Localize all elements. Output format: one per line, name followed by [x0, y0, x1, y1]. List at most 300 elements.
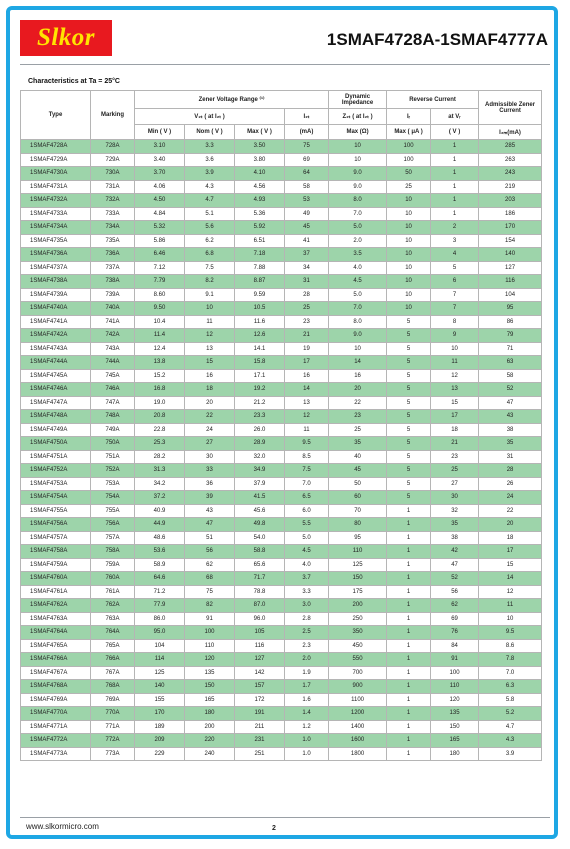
cell-marking: 751A [91, 450, 135, 464]
cell-izt: 2.8 [285, 612, 329, 626]
cell-vz-min: 155 [135, 693, 185, 707]
cell-zzt: 550 [329, 653, 387, 667]
cell-izt: 12 [285, 410, 329, 424]
cell-marking: 749A [91, 423, 135, 437]
cell-zzt: 200 [329, 599, 387, 613]
cell-vz-min: 12.4 [135, 342, 185, 356]
cell-vz-min: 28.2 [135, 450, 185, 464]
cell-ir: 1 [387, 707, 431, 721]
cell-vz-max: 231 [235, 734, 285, 748]
cell-vr: 91 [431, 653, 479, 667]
cell-type: 1SMAF4729A [21, 153, 91, 167]
cell-marking: 745A [91, 369, 135, 383]
cell-type: 1SMAF4744A [21, 356, 91, 370]
cell-vz-max: 96.0 [235, 612, 285, 626]
cell-ir: 1 [387, 653, 431, 667]
cell-zzt: 450 [329, 639, 387, 653]
table-row [21, 261, 542, 275]
table-row [21, 248, 542, 262]
table-body [21, 140, 542, 761]
cell-zzt: 23 [329, 410, 387, 424]
table-caption: Characteristics at Ta = 25°C [28, 78, 120, 85]
cell-marking: 759A [91, 558, 135, 572]
cell-izm: 28 [479, 464, 542, 478]
cell-vz-min: 19.0 [135, 396, 185, 410]
cell-vz-nom: 13 [185, 342, 235, 356]
cell-vz-nom: 4.3 [185, 180, 235, 194]
cell-vz-min: 58.9 [135, 558, 185, 572]
cell-type: 1SMAF4773A [21, 747, 91, 761]
cell-ir: 10 [387, 194, 431, 208]
table-row [21, 194, 542, 208]
cell-izt: 13 [285, 396, 329, 410]
cell-vr: 38 [431, 531, 479, 545]
cell-vz-max: 54.0 [235, 531, 285, 545]
table-row [21, 626, 542, 640]
cell-izm: 5.2 [479, 707, 542, 721]
cell-izt: 58 [285, 180, 329, 194]
cell-vz-nom: 9.1 [185, 288, 235, 302]
cell-ir: 100 [387, 153, 431, 167]
cell-vz-max: 41.5 [235, 491, 285, 505]
cell-vz-max: 23.3 [235, 410, 285, 424]
cell-izt: 1.9 [285, 666, 329, 680]
cell-vz-nom: 33 [185, 464, 235, 478]
cell-izm: 43 [479, 410, 542, 424]
cell-marking: 767A [91, 666, 135, 680]
cell-marking: 760A [91, 572, 135, 586]
cell-vr: 42 [431, 545, 479, 559]
cell-marking: 765A [91, 639, 135, 653]
cell-zzt: 95 [329, 531, 387, 545]
cell-vr: 30 [431, 491, 479, 505]
cell-marking: 773A [91, 747, 135, 761]
cell-vz-nom: 3.6 [185, 153, 235, 167]
table-row [21, 464, 542, 478]
cell-ir: 5 [387, 423, 431, 437]
cell-ir: 10 [387, 288, 431, 302]
cell-vr: 2 [431, 221, 479, 235]
cell-ir: 10 [387, 207, 431, 221]
cell-zzt: 80 [329, 518, 387, 532]
cell-marking: 736A [91, 248, 135, 262]
cell-marking: 734A [91, 221, 135, 235]
cell-vz-max: 28.9 [235, 437, 285, 451]
header-admissible-current: Admissible Zener Current [479, 91, 542, 125]
cell-izt: 28 [285, 288, 329, 302]
cell-vz-nom: 200 [185, 720, 235, 734]
cell-vz-max: 142 [235, 666, 285, 680]
table-row [21, 504, 542, 518]
cell-vz-nom: 36 [185, 477, 235, 491]
cell-izm: 8.6 [479, 639, 542, 653]
cell-vr: 17 [431, 410, 479, 424]
cell-marking: 764A [91, 626, 135, 640]
cell-vz-max: 4.10 [235, 167, 285, 181]
cell-type: 1SMAF4772A [21, 734, 91, 748]
cell-vz-min: 37.2 [135, 491, 185, 505]
cell-marking: 772A [91, 734, 135, 748]
cell-vz-nom: 5.1 [185, 207, 235, 221]
cell-ir: 10 [387, 234, 431, 248]
cell-vz-nom: 3.3 [185, 140, 235, 154]
cell-vr: 180 [431, 747, 479, 761]
cell-vz-max: 11.6 [235, 315, 285, 329]
cell-zzt: 4.0 [329, 261, 387, 275]
cell-ir: 1 [387, 666, 431, 680]
cell-type: 1SMAF4766A [21, 653, 91, 667]
table-row [21, 680, 542, 694]
cell-ir: 1 [387, 734, 431, 748]
cell-izm: 5.8 [479, 693, 542, 707]
cell-vr: 150 [431, 720, 479, 734]
cell-vz-max: 5.92 [235, 221, 285, 235]
cell-izt: 4.5 [285, 545, 329, 559]
cell-izm: 243 [479, 167, 542, 181]
cell-vz-nom: 30 [185, 450, 235, 464]
cell-ir: 1 [387, 612, 431, 626]
cell-vz-min: 4.84 [135, 207, 185, 221]
cell-marking: 740A [91, 302, 135, 316]
cell-vz-nom: 82 [185, 599, 235, 613]
cell-vz-max: 4.56 [235, 180, 285, 194]
cell-vr: 1 [431, 207, 479, 221]
cell-vz-min: 3.10 [135, 140, 185, 154]
header-at-vr: at Vᵣ [431, 109, 479, 125]
table-row [21, 167, 542, 181]
table-row [21, 599, 542, 613]
cell-vz-max: 17.1 [235, 369, 285, 383]
cell-zzt: 250 [329, 612, 387, 626]
cell-izm: 14 [479, 572, 542, 586]
cell-vz-max: 87.0 [235, 599, 285, 613]
cell-izt: 64 [285, 167, 329, 181]
cell-vz-nom: 62 [185, 558, 235, 572]
cell-marking: 732A [91, 194, 135, 208]
cell-marking: 755A [91, 504, 135, 518]
cell-type: 1SMAF4739A [21, 288, 91, 302]
cell-marking: 754A [91, 491, 135, 505]
cell-vr: 84 [431, 639, 479, 653]
cell-marking: 744A [91, 356, 135, 370]
header-izt: I₂ₜ [285, 109, 329, 125]
cell-marking: 766A [91, 653, 135, 667]
cell-vz-nom: 240 [185, 747, 235, 761]
cell-type: 1SMAF4757A [21, 531, 91, 545]
cell-type: 1SMAF4748A [21, 410, 91, 424]
cell-vz-max: 5.36 [235, 207, 285, 221]
cell-type: 1SMAF4768A [21, 680, 91, 694]
cell-ir: 1 [387, 545, 431, 559]
cell-zzt: 20 [329, 383, 387, 397]
cell-izt: 34 [285, 261, 329, 275]
cell-ir: 5 [387, 491, 431, 505]
cell-vz-max: 71.7 [235, 572, 285, 586]
table-row [21, 558, 542, 572]
table-row [21, 734, 542, 748]
table-row [21, 531, 542, 545]
table-row [21, 329, 542, 343]
cell-vr: 100 [431, 666, 479, 680]
cell-vz-min: 229 [135, 747, 185, 761]
cell-vz-min: 4.06 [135, 180, 185, 194]
cell-vz-nom: 91 [185, 612, 235, 626]
cell-vz-max: 6.51 [235, 234, 285, 248]
cell-marking: 750A [91, 437, 135, 451]
cell-izm: 79 [479, 329, 542, 343]
header-max: Max ( V ) [235, 125, 285, 140]
table-row [21, 153, 542, 167]
cell-vz-max: 45.6 [235, 504, 285, 518]
cell-vz-max: 14.1 [235, 342, 285, 356]
cell-ir: 5 [387, 383, 431, 397]
cell-type: 1SMAF4754A [21, 491, 91, 505]
cell-izt: 19 [285, 342, 329, 356]
cell-zzt: 10 [329, 153, 387, 167]
cell-vz-nom: 75 [185, 585, 235, 599]
cell-vz-min: 11.4 [135, 329, 185, 343]
cell-izt: 6.0 [285, 504, 329, 518]
cell-vr: 8 [431, 315, 479, 329]
cell-izt: 7.0 [285, 477, 329, 491]
cell-izt: 2.3 [285, 639, 329, 653]
cell-type: 1SMAF4737A [21, 261, 91, 275]
cell-marking: 733A [91, 207, 135, 221]
brand-logo: Slkor [20, 20, 112, 56]
cell-izt: 9.5 [285, 437, 329, 451]
cell-vz-max: 78.8 [235, 585, 285, 599]
cell-zzt: 50 [329, 477, 387, 491]
cell-vz-max: 7.88 [235, 261, 285, 275]
cell-vz-nom: 27 [185, 437, 235, 451]
table-row [21, 288, 542, 302]
cell-vz-min: 64.6 [135, 572, 185, 586]
cell-izt: 5.5 [285, 518, 329, 532]
cell-vz-nom: 11 [185, 315, 235, 329]
cell-vz-max: 65.6 [235, 558, 285, 572]
cell-izm: 7.8 [479, 653, 542, 667]
cell-type: 1SMAF4763A [21, 612, 91, 626]
cell-vr: 35 [431, 518, 479, 532]
cell-ir: 1 [387, 572, 431, 586]
cell-vr: 21 [431, 437, 479, 451]
cell-marking: 746A [91, 383, 135, 397]
header-divider [20, 64, 550, 65]
cell-marking: 729A [91, 153, 135, 167]
cell-vz-nom: 8.2 [185, 275, 235, 289]
cell-marking: 758A [91, 545, 135, 559]
cell-vz-min: 3.40 [135, 153, 185, 167]
header-type: Type [21, 91, 91, 140]
cell-vz-nom: 110 [185, 639, 235, 653]
cell-izt: 5.0 [285, 531, 329, 545]
table-row [21, 612, 542, 626]
cell-zzt: 10 [329, 342, 387, 356]
cell-izm: 20 [479, 518, 542, 532]
table-row [21, 423, 542, 437]
header-v: ( V ) [431, 125, 479, 140]
cell-zzt: 5.0 [329, 288, 387, 302]
cell-vz-nom: 15 [185, 356, 235, 370]
header-reverse-current: Reverse Current [387, 91, 479, 109]
table-row [21, 707, 542, 721]
cell-zzt: 900 [329, 680, 387, 694]
cell-vz-min: 7.12 [135, 261, 185, 275]
cell-vz-min: 114 [135, 653, 185, 667]
cell-type: 1SMAF4734A [21, 221, 91, 235]
cell-marking: 728A [91, 140, 135, 154]
header-min: Min ( V ) [135, 125, 185, 140]
cell-vz-min: 13.8 [135, 356, 185, 370]
cell-izt: 1.2 [285, 720, 329, 734]
table-row [21, 315, 542, 329]
cell-type: 1SMAF4753A [21, 477, 91, 491]
cell-vz-nom: 150 [185, 680, 235, 694]
cell-vr: 110 [431, 680, 479, 694]
cell-ir: 1 [387, 747, 431, 761]
cell-zzt: 45 [329, 464, 387, 478]
cell-ir: 10 [387, 275, 431, 289]
cell-ir: 1 [387, 558, 431, 572]
cell-type: 1SMAF4735A [21, 234, 91, 248]
cell-vz-max: 3.50 [235, 140, 285, 154]
cell-izt: 8.5 [285, 450, 329, 464]
cell-vr: 9 [431, 329, 479, 343]
cell-vz-min: 9.50 [135, 302, 185, 316]
header-vz: V₂ₜ ( at I₂ₜ ) [135, 109, 285, 125]
cell-izm: 116 [479, 275, 542, 289]
table-row [21, 437, 542, 451]
cell-zzt: 10 [329, 140, 387, 154]
cell-vr: 7 [431, 302, 479, 316]
cell-vr: 6 [431, 275, 479, 289]
cell-izm: 219 [479, 180, 542, 194]
header-izm: I₂ₘ(mA) [479, 125, 542, 140]
cell-vz-min: 25.3 [135, 437, 185, 451]
cell-izm: 285 [479, 140, 542, 154]
cell-izt: 1.0 [285, 747, 329, 761]
footer-website: www.slkormicro.com [26, 822, 99, 831]
cell-vz-min: 86.0 [135, 612, 185, 626]
cell-vz-max: 32.0 [235, 450, 285, 464]
cell-izt: 2.0 [285, 653, 329, 667]
cell-zzt: 1400 [329, 720, 387, 734]
cell-zzt: 5.0 [329, 221, 387, 235]
cell-ir: 1 [387, 504, 431, 518]
cell-vz-min: 3.70 [135, 167, 185, 181]
cell-izm: 17 [479, 545, 542, 559]
document-title: 1SMAF4728A-1SMAF4777A [326, 30, 548, 49]
cell-vz-max: 19.2 [235, 383, 285, 397]
table-row [21, 410, 542, 424]
cell-zzt: 16 [329, 369, 387, 383]
cell-marking: 747A [91, 396, 135, 410]
cell-vz-min: 6.46 [135, 248, 185, 262]
cell-ir: 5 [387, 342, 431, 356]
table-row [21, 356, 542, 370]
cell-izm: 9.5 [479, 626, 542, 640]
cell-ir: 10 [387, 221, 431, 235]
cell-izt: 17 [285, 356, 329, 370]
cell-vz-nom: 16 [185, 369, 235, 383]
cell-zzt: 9.0 [329, 180, 387, 194]
cell-zzt: 40 [329, 450, 387, 464]
cell-vz-min: 20.8 [135, 410, 185, 424]
cell-type: 1SMAF4767A [21, 666, 91, 680]
cell-vr: 5 [431, 261, 479, 275]
cell-vz-min: 53.6 [135, 545, 185, 559]
cell-vz-max: 4.93 [235, 194, 285, 208]
table-row [21, 221, 542, 235]
cell-vz-min: 170 [135, 707, 185, 721]
cell-izm: 10 [479, 612, 542, 626]
cell-type: 1SMAF4762A [21, 599, 91, 613]
cell-marking: 730A [91, 167, 135, 181]
cell-izt: 41 [285, 234, 329, 248]
table-row [21, 666, 542, 680]
cell-ir: 5 [387, 464, 431, 478]
cell-vz-nom: 120 [185, 653, 235, 667]
cell-vz-max: 172 [235, 693, 285, 707]
cell-vr: 165 [431, 734, 479, 748]
cell-izt: 3.0 [285, 599, 329, 613]
cell-vr: 56 [431, 585, 479, 599]
header-ir: Iᵣ [387, 109, 431, 125]
cell-zzt: 14 [329, 356, 387, 370]
table-row [21, 585, 542, 599]
cell-izt: 11 [285, 423, 329, 437]
cell-vr: 18 [431, 423, 479, 437]
cell-type: 1SMAF4758A [21, 545, 91, 559]
cell-izt: 21 [285, 329, 329, 343]
cell-vz-nom: 180 [185, 707, 235, 721]
cell-type: 1SMAF4732A [21, 194, 91, 208]
cell-vz-nom: 6.2 [185, 234, 235, 248]
cell-vz-nom: 22 [185, 410, 235, 424]
cell-ir: 1 [387, 639, 431, 653]
cell-type: 1SMAF4765A [21, 639, 91, 653]
cell-zzt: 25 [329, 423, 387, 437]
cell-ir: 1 [387, 585, 431, 599]
cell-vr: 76 [431, 626, 479, 640]
cell-vz-max: 34.9 [235, 464, 285, 478]
cell-izt: 3.7 [285, 572, 329, 586]
cell-izt: 1.4 [285, 707, 329, 721]
cell-vr: 1 [431, 153, 479, 167]
cell-vz-max: 191 [235, 707, 285, 721]
cell-izm: 26 [479, 477, 542, 491]
cell-vz-min: 71.2 [135, 585, 185, 599]
cell-type: 1SMAF4730A [21, 167, 91, 181]
cell-izm: 170 [479, 221, 542, 235]
cell-type: 1SMAF4745A [21, 369, 91, 383]
cell-vr: 27 [431, 477, 479, 491]
cell-type: 1SMAF4728A [21, 140, 91, 154]
cell-marking: 748A [91, 410, 135, 424]
cell-zzt: 9.0 [329, 167, 387, 181]
cell-ir: 1 [387, 599, 431, 613]
cell-vz-max: 157 [235, 680, 285, 694]
cell-ir: 50 [387, 167, 431, 181]
cell-izt: 45 [285, 221, 329, 235]
cell-vz-min: 7.79 [135, 275, 185, 289]
cell-vr: 25 [431, 464, 479, 478]
cell-vz-max: 49.8 [235, 518, 285, 532]
cell-vr: 13 [431, 383, 479, 397]
cell-vz-min: 125 [135, 666, 185, 680]
cell-vr: 11 [431, 356, 479, 370]
cell-izm: 95 [479, 302, 542, 316]
